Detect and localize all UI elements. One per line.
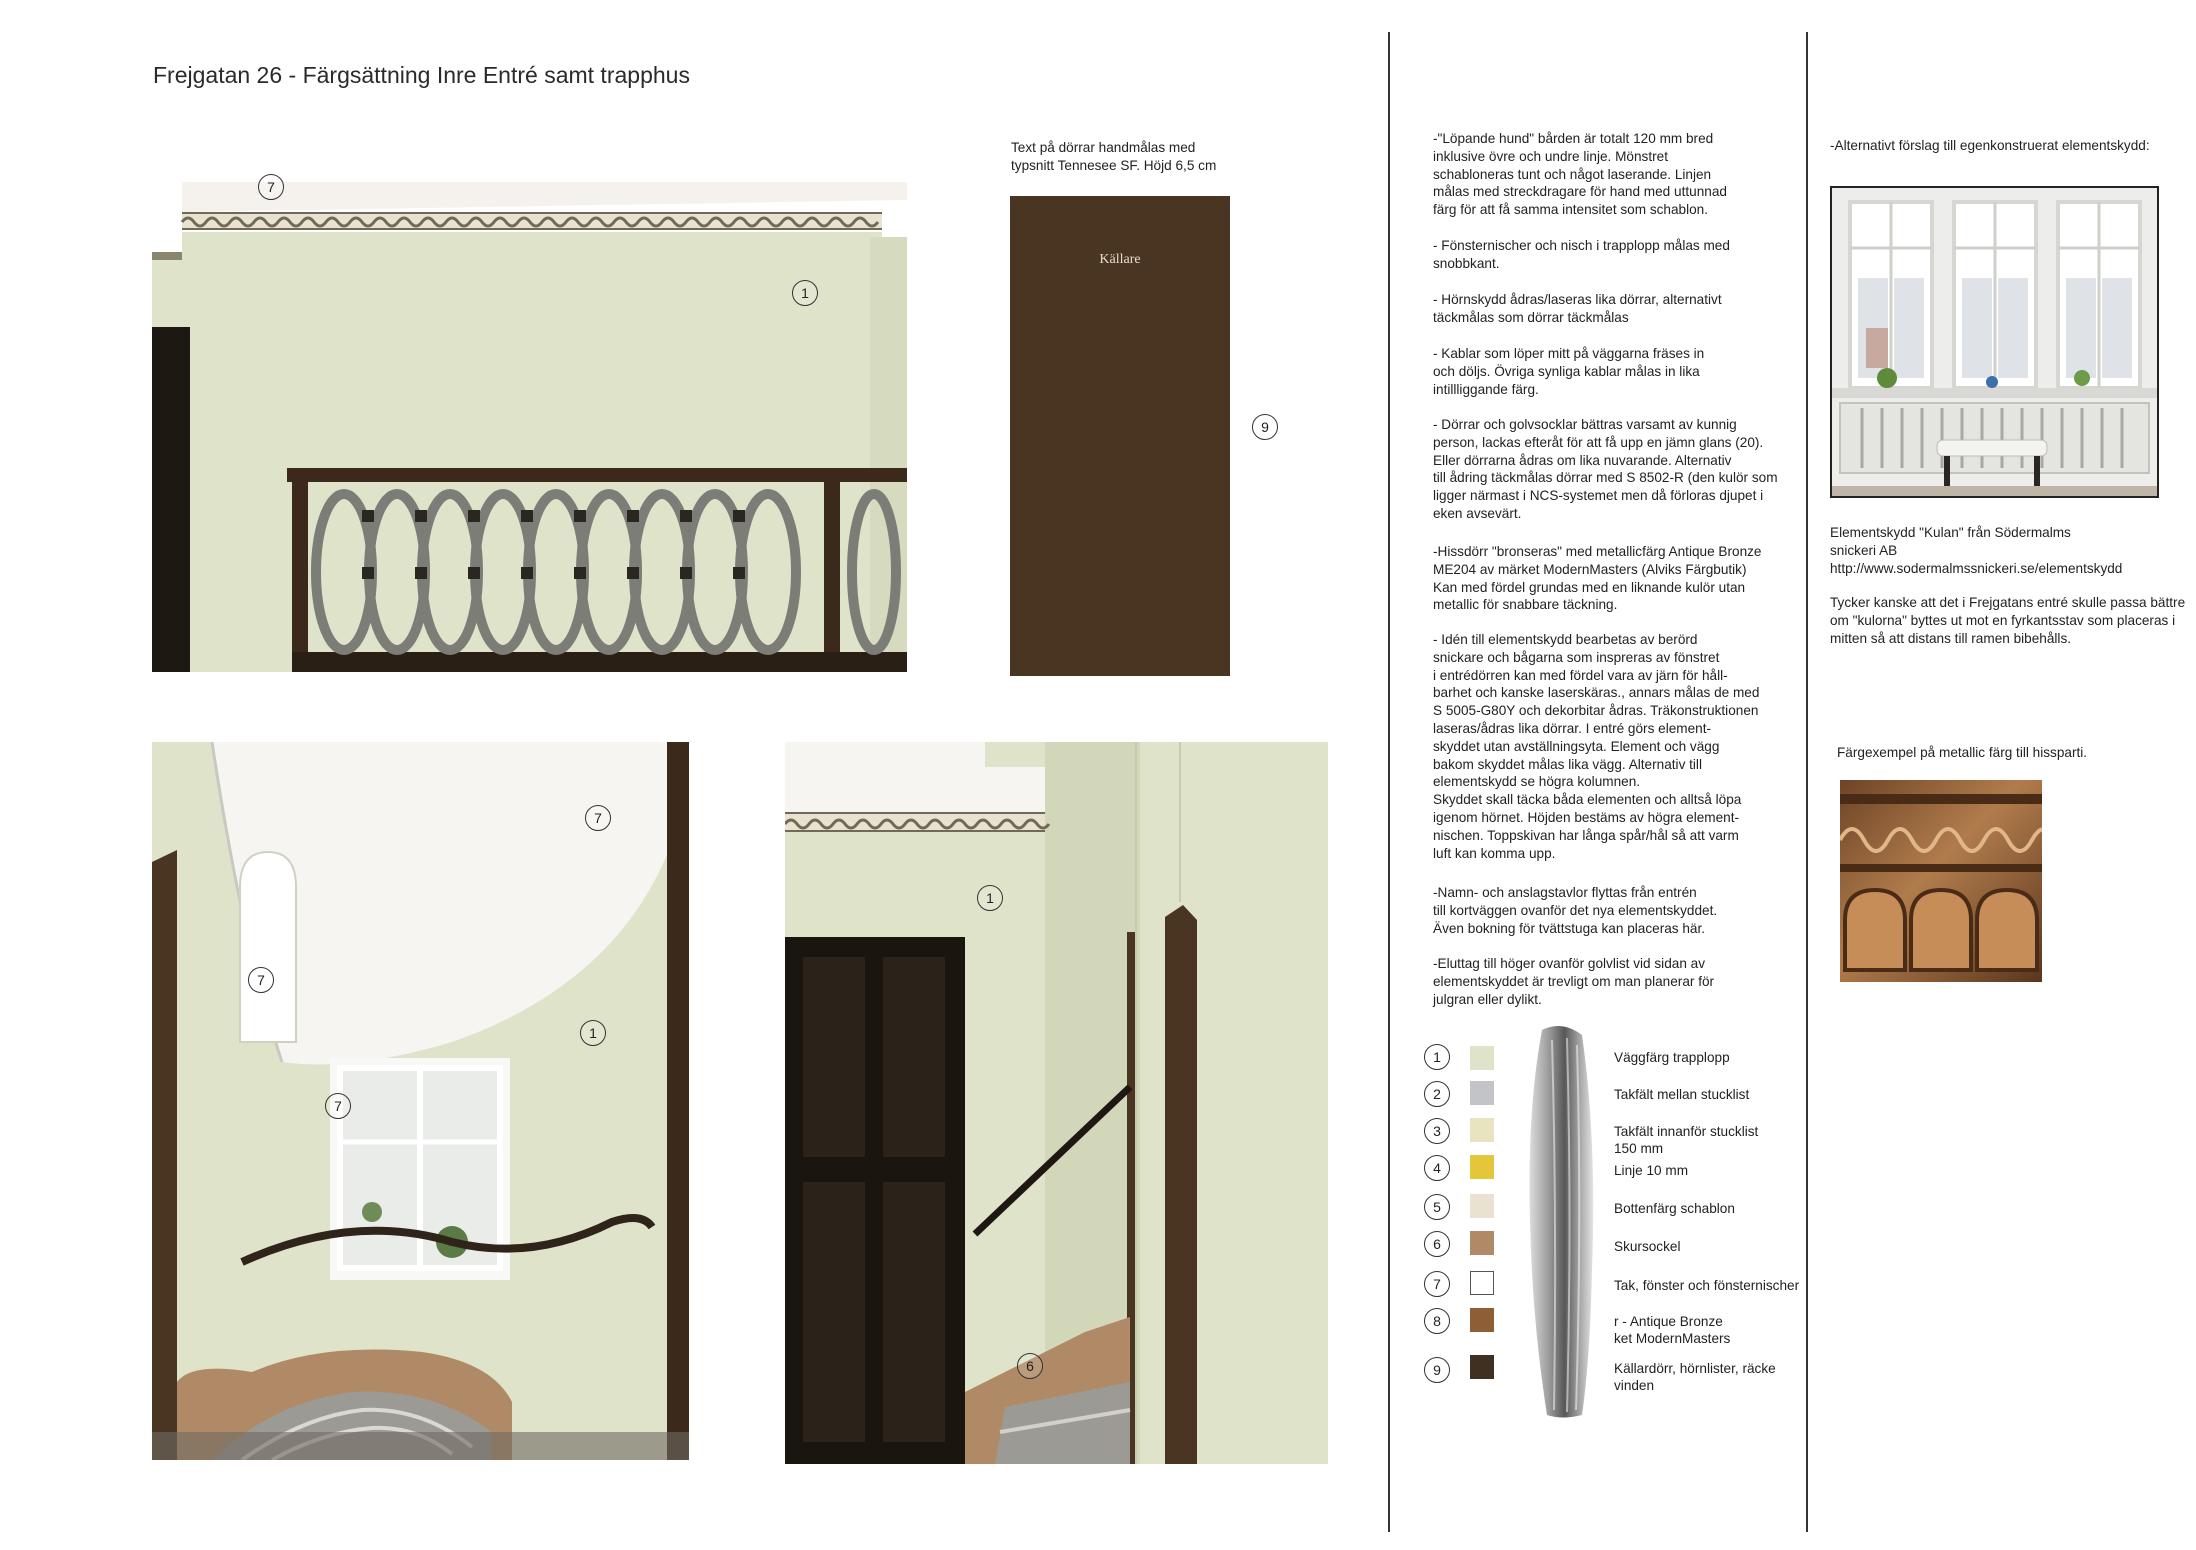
column-divider-left [1388,32,1390,1532]
legend-number: 8 [1424,1308,1450,1334]
note-corner-guards: - Hörnskydd ådras/laseras lika dörrar, alternativt täckmålas som dörrar täckmålas [1433,292,1722,325]
marker-wall-stair: 1 [580,1020,606,1046]
legend-label: Väggfärg trapplopp [1614,1050,1730,1065]
illustration-upper-landing [152,182,907,672]
legend-label: Linje 10 mm [1614,1163,1689,1178]
marker-skirting: 6 [1017,1353,1043,1379]
legend-number: 1 [1424,1044,1450,1070]
note-cables: - Kablar som löper mitt på väggarna fräses in och döljs. Övriga synliga kablar målas in lika intillliggande färg. [1433,346,1705,397]
marker-wall: 1 [792,280,818,306]
legend-number: 6 [1424,1231,1450,1257]
marker-niche: 7 [248,967,274,993]
column-divider-right [1806,32,1808,1532]
legend-label: r - Antique Bronze ket ModernMasters [1614,1314,1731,1346]
legend-swatch [1470,1271,1494,1295]
cellar-door [1010,196,1230,676]
note-border: -"Löpande hund" bården är totalt 120 mm bred inklusive övre och undre linje. Mönstret schabloneras tunt och något laserande. Linjen målas med streckdragare för hand med uttunnad färg för att få samma intensitet som schablon. [1433,131,1727,218]
note-radiator-cover: - Idén till elementskydd bearbetas av berörd snickare och bågarna som inspreras av fönstret i entrédörren kan med fördel vara av järn för håll- barhet och kanske laserskäras., annars målas de med S 5005-G80Y och dekorbitar ådras. Träkonstruktionen laseras/ådras lika dörrar. I entré görs element- skyddet utan avställningsyta. Element och vägg bakom skyddet målas lika vägg. Alternativ till elementskydd se högra kolumnen. Skyddet skall täcka båda elementen och alltså löpa igenom hörnet. Höjden bestäms av högra element- nischen. Toppskivan har långa spår/hål så att varm luft kan komma upp. [1433,632,1760,861]
metallic-bronze-sample [1840,780,2042,982]
legend-label: Takfält mellan stucklist [1614,1087,1750,1102]
legend-swatch [1470,1308,1494,1332]
radiator-cover-photo [1830,186,2159,498]
legend-number: 4 [1424,1155,1450,1181]
legend-label: Skursockel [1614,1239,1681,1254]
marker-ceiling-stair: 7 [585,805,611,831]
legend-number: 5 [1424,1194,1450,1220]
legend-label: Tak, fönster och fönsternischer [1614,1278,1800,1293]
note-doors: - Dörrar och golvsocklar bättras varsamt av kunnig person, lackas efteråt för att få upp en jämn glans (20). Eller dörrarna ådras om lika nuvarande. Alternativ till ådring täckmålas dörrar med S 8502-R (den kulör som ligger närmast i NCS-systemet men då förloras djupet i eken avsevärt. [1433,417,1778,521]
legend-swatch [1470,1194,1494,1218]
door-caption: Text på dörrar handmålas med typsnitt Tennesee SF. Höjd 6,5 cm [1011,140,1217,173]
legend-swatch [1470,1046,1494,1070]
legend-label: Takfält innanför stucklist 150 mm [1614,1124,1759,1156]
note-elevator-door: -Hissdörr "bronseras" med metallicfärg Antique Bronze ME204 av märket ModernMasters (Alviks Färgbutik) Kan med fördel grundas med en liknande kulör utan metallic för snabbare täckning. [1433,544,1762,613]
legend-number: 9 [1424,1357,1450,1383]
legend-swatch [1470,1355,1494,1379]
legend-label: Källardörr, hörnlister, räcke vinden [1614,1361,1776,1393]
marker-wall-corridor: 1 [977,885,1003,911]
marker-door: 9 [1252,414,1278,440]
illustration-spiral-stair [152,742,689,1460]
marker-ceiling: 7 [258,174,284,200]
color-legend [1424,1044,1804,1404]
legend-number: 2 [1424,1081,1450,1107]
radiator-cover-comment: Tycker kanske att det i Frejgatans entré skulle passa bättre om "kulorna" byttes ut mot en fyrkantsstav som placeras i mitten så att distans till ramen bibehålls. [1830,595,2186,646]
legend-swatch [1470,1118,1494,1142]
alt-heading: -Alternativt förslag till egenkonstruerat elementskydd: [1830,138,2150,153]
illustration-corridor-door [785,742,1328,1464]
legend-swatch [1470,1081,1494,1105]
legend-number: 3 [1424,1118,1450,1144]
note-outlet: -Eluttag till höger ovanför golvlist vid sidan av elementskyddet är trevligt om man planerar för julgran eller dylikt. [1433,956,1715,1007]
legend-label: Bottenfärg schablon [1614,1201,1735,1216]
cellar-door-label: Källare [1099,252,1141,267]
legend-number: 7 [1424,1271,1450,1297]
note-notice-boards: -Namn- och anslagstavlor flyttas från entrén till kortväggen ovanför det nya elementskyddet. Även bokning för tvättstuga kan placeras här. [1433,885,1718,936]
legend-swatch [1470,1231,1494,1255]
note-window-niches: - Fönsternischer och nisch i trapplopp målas med snobbkant. [1433,238,1730,271]
metallic-heading: Färgexempel på metallic färg till hissparti. [1837,745,2088,760]
page-title: Frejgatan 26 - Färgsättning Inre Entré samt trapphus [153,62,690,88]
marker-window: 7 [325,1093,351,1119]
radiator-cover-caption: Elementskydd "Kulan" från Södermalms snickeri AB http://www.sodermalmssnickeri.se/elementskydd [1830,525,2123,576]
legend-swatch [1470,1155,1494,1179]
